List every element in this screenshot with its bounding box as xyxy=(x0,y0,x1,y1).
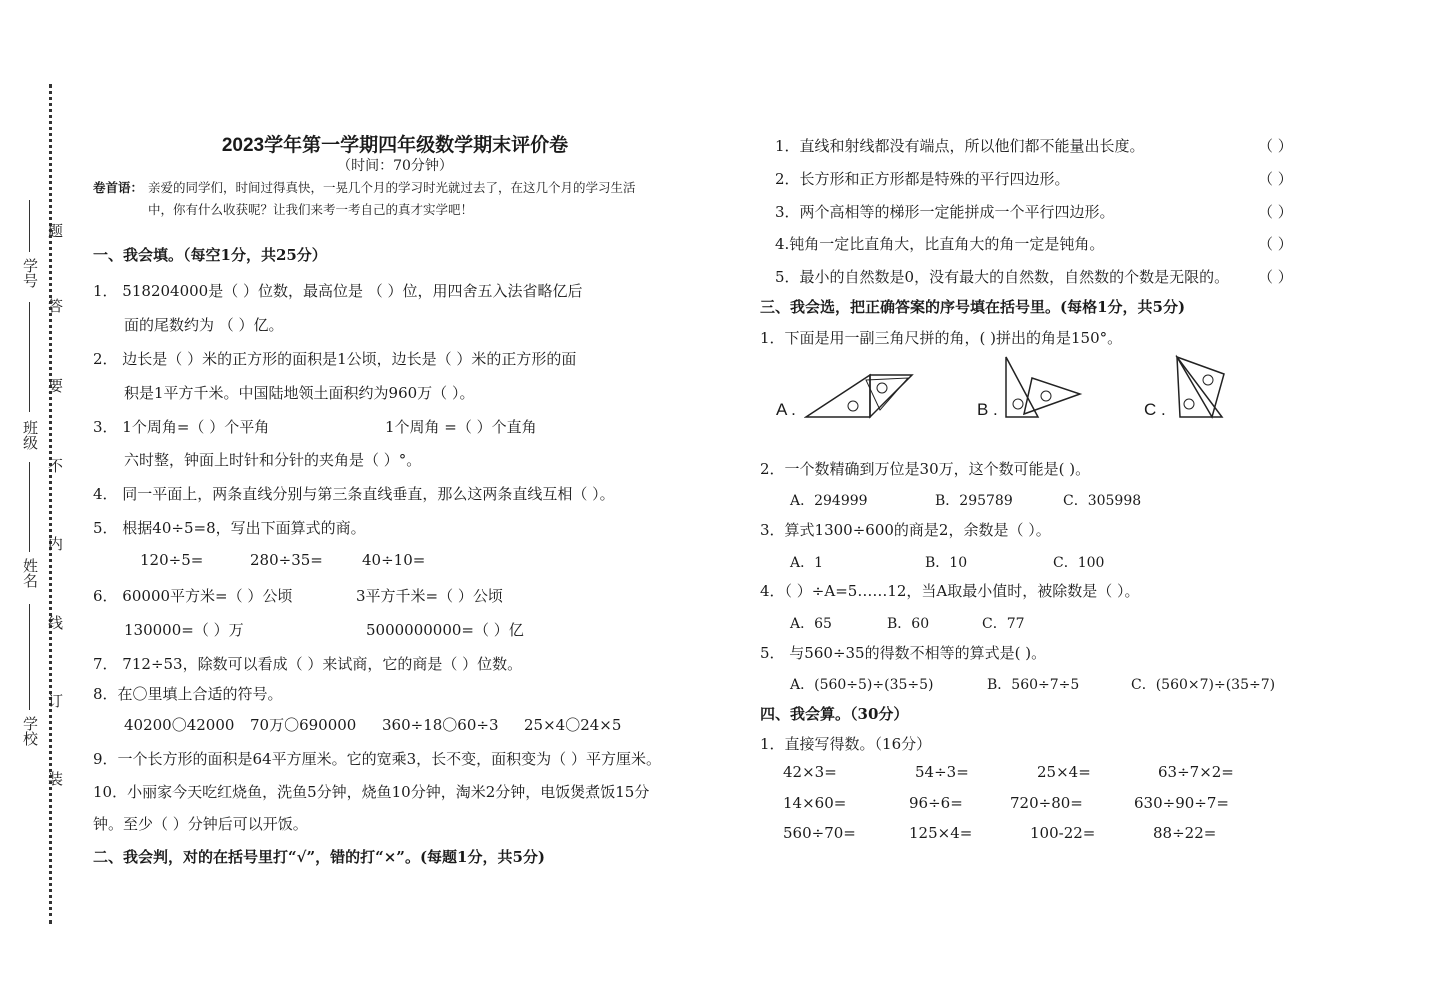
seal-char-nei: 内 xyxy=(48,535,64,553)
choice-2-option-b: B．295789 xyxy=(935,493,1013,509)
calc-item: 14×60= xyxy=(783,794,847,812)
q1-line-2: 面的尾数约为 （ ）亿。 xyxy=(124,316,284,334)
choice-4: 4．（ ）÷A=5……12，当A取最小值时，被除数是（ ）。 xyxy=(760,582,1140,600)
choice-3-option-c: C．100 xyxy=(1053,555,1105,571)
q2-line-1: 2． 边长是（ ）米的正方形的面积是1公顷，边长是（ ）米的正方形的面 xyxy=(93,350,577,368)
q10-line-1: 10．小丽家今天吃红烧鱼，洗鱼5分钟，烧鱼10分钟，淘米2分钟，电饭煲煮饭15分 xyxy=(93,783,650,801)
preface-line-2: 中，你有什么收获呢？让我们来考一考自己的真才实学吧！ xyxy=(148,202,474,217)
choice-2-option-a: A．294999 xyxy=(790,493,868,509)
q6-part-3: 130000=（ ）万 xyxy=(124,621,244,639)
q10-line-2: 钟。至少（ ）分钟后可以开饭。 xyxy=(93,815,308,833)
judge-1-paren[interactable]: （ ） xyxy=(1258,137,1293,155)
q3-line-2: 六时整，钟面上时针和分针的夹角是（ ）°。 xyxy=(124,451,422,469)
calc-item: 88÷22= xyxy=(1153,824,1217,842)
q5-calc-2: 280÷35= xyxy=(250,551,323,569)
seal-char-xian: 线 xyxy=(48,614,64,632)
q3-part-1: 3． 1个周角=（ ）个平角 xyxy=(93,418,270,436)
choice-4-option-b: B．60 xyxy=(887,616,930,632)
judge-4: 4.钝角一定比直角大，比直角大的角一定是钝角。 xyxy=(775,235,1105,253)
q8: 8．在〇里填上合适的符号。 xyxy=(93,685,283,703)
judge-1: 1．直线和射线都没有端点，所以他们都不能量出长度。 xyxy=(775,137,1145,155)
school-blank xyxy=(29,604,30,710)
calc-item: 96÷6= xyxy=(909,794,963,812)
student-id-label: 学号 xyxy=(21,258,39,288)
triangle-figure-a xyxy=(804,370,916,420)
judge-3: 3．两个高相等的梯形一定能拼成一个平行四边形。 xyxy=(775,203,1115,221)
calc-item: 54÷3= xyxy=(915,763,969,781)
judge-3-paren[interactable]: （ ） xyxy=(1258,203,1293,221)
triangle-figure-c xyxy=(1172,354,1228,420)
q8-item-1: 40200〇42000 xyxy=(124,716,235,734)
q5-calc-1: 120÷5= xyxy=(140,551,204,569)
choice-3-option-a: A．1 xyxy=(790,555,824,571)
q5-calc-3: 40÷10= xyxy=(362,551,426,569)
q7: 7． 712÷53，除数可以看成（ ）来试商，它的商是（ ）位数。 xyxy=(93,655,523,673)
judge-5: 5．最小的自然数是0，没有最大的自然数，自然数的个数是无限的。 xyxy=(775,268,1230,286)
choice-5-option-a: A．(560÷5)÷(35÷5) xyxy=(790,677,934,693)
section-3-heading: 三、我会选，把正确答案的序号填在括号里。(每格1分，共5分) xyxy=(760,298,1186,316)
seal-char-ti: 题 xyxy=(48,222,64,240)
choice-2: 2．一个数精确到万位是30万，这个数可能是( )。 xyxy=(760,460,1091,478)
calc-item: 63÷7×2= xyxy=(1158,763,1234,781)
q2-line-2: 积是1平方千米。中国陆地领土面积约为960万（ ）。 xyxy=(124,384,475,402)
preface-label: 卷首语： xyxy=(93,180,144,195)
seal-char-zhuang: 装 xyxy=(48,770,64,788)
choice-3: 3．算式1300÷600的商是2，余数是（ ）。 xyxy=(760,521,1051,539)
preface-line-1: 亲爱的同学们，时间过得真快，一晃几个月的学习时光就过去了，在这几个月的学习生活 xyxy=(148,180,636,195)
choice-4-option-a: A．65 xyxy=(790,616,832,632)
choice-2-option-c: C．305998 xyxy=(1063,493,1142,509)
binding-dotted-line xyxy=(49,84,52,924)
class-label: 班级 xyxy=(21,420,39,450)
seal-char-bu: 不 xyxy=(48,457,64,475)
q8-item-3: 360÷18〇60÷3 xyxy=(382,716,499,734)
triangle-figure-b xyxy=(1002,354,1084,420)
choice-3-option-b: B．10 xyxy=(925,555,968,571)
exam-title: 2023学年第一学期四年级数学期末评价卷 xyxy=(221,135,569,156)
choice-5-option-c: C．(560×7)÷(35÷7) xyxy=(1131,677,1276,693)
q8-item-2: 70万〇690000 xyxy=(250,716,357,734)
calc-item: 42×3= xyxy=(783,763,837,781)
seal-char-ding: 订 xyxy=(48,692,64,710)
calc-item: 25×4= xyxy=(1037,763,1091,781)
judge-4-paren[interactable]: （ ） xyxy=(1258,235,1293,253)
calc-item: 100-22= xyxy=(1030,824,1096,842)
school-label: 学校 xyxy=(21,716,39,746)
exam-time: （时间：70分钟） xyxy=(337,158,453,174)
q6-part-2: 3平方千米=（ ）公顷 xyxy=(356,587,503,605)
calc-item: 720÷80= xyxy=(1010,794,1083,812)
choice-1-option-a: A . xyxy=(776,400,796,419)
q8-item-4: 25×4〇24×5 xyxy=(524,716,622,734)
q3-part-2: 1个周角 =（ ）个直角 xyxy=(385,418,537,436)
choice-1: 1．下面是用一副三角尺拼的角，( )拼出的角是150°。 xyxy=(760,329,1123,347)
seal-char-yao: 要 xyxy=(48,377,64,395)
calc-item: 125×4= xyxy=(909,824,973,842)
judge-5-paren[interactable]: （ ） xyxy=(1258,268,1293,286)
judge-2: 2．长方形和正方形都是特殊的平行四边形。 xyxy=(775,170,1070,188)
seal-char-da: 答 xyxy=(48,297,64,315)
calc-item: 560÷70= xyxy=(783,824,856,842)
choice-5: 5． 与560÷35的得数不相等的算式是( )。 xyxy=(760,644,1047,662)
q5: 5． 根据40÷5=8，写出下面算式的商。 xyxy=(93,519,366,537)
class-blank xyxy=(29,302,30,412)
choice-5-option-b: B．560÷7÷5 xyxy=(987,677,1080,693)
choice-4-option-c: C．77 xyxy=(982,616,1025,632)
name-blank xyxy=(29,462,30,552)
section-4-heading: 四、我会算。（30分） xyxy=(760,705,909,723)
choice-1-option-c: C . xyxy=(1144,400,1166,419)
q9: 9．一个长方形的面积是64平方厘米。它的宽乘3，长不变，面积变为（ ）平方厘米。 xyxy=(93,750,661,768)
calc-title: 1．直接写得数。（16分） xyxy=(760,735,932,753)
q6-part-1: 6． 60000平方米=（ ）公顷 xyxy=(93,587,293,605)
q1-line-1: 1． 518204000是（ ）位数，最高位是 （ ）位，用四舍五入法省略亿后 xyxy=(93,282,583,300)
q6-part-4: 5000000000=（ ）亿 xyxy=(366,621,524,639)
student-id-blank xyxy=(29,200,30,252)
section-1-heading: 一、我会填。（每空1分，共25分） xyxy=(93,246,327,264)
judge-2-paren[interactable]: （ ） xyxy=(1258,170,1293,188)
choice-1-option-b: B . xyxy=(977,400,998,419)
section-2-heading: 二、我会判，对的在括号里打“√”，错的打“×”。(每题1分，共5分) xyxy=(93,848,546,866)
q4: 4． 同一平面上，两条直线分别与第三条直线垂直，那么这两条直线互相（ ）。 xyxy=(93,485,615,503)
name-label: 姓名 xyxy=(21,558,39,588)
calc-item: 630÷90÷7= xyxy=(1134,794,1229,812)
